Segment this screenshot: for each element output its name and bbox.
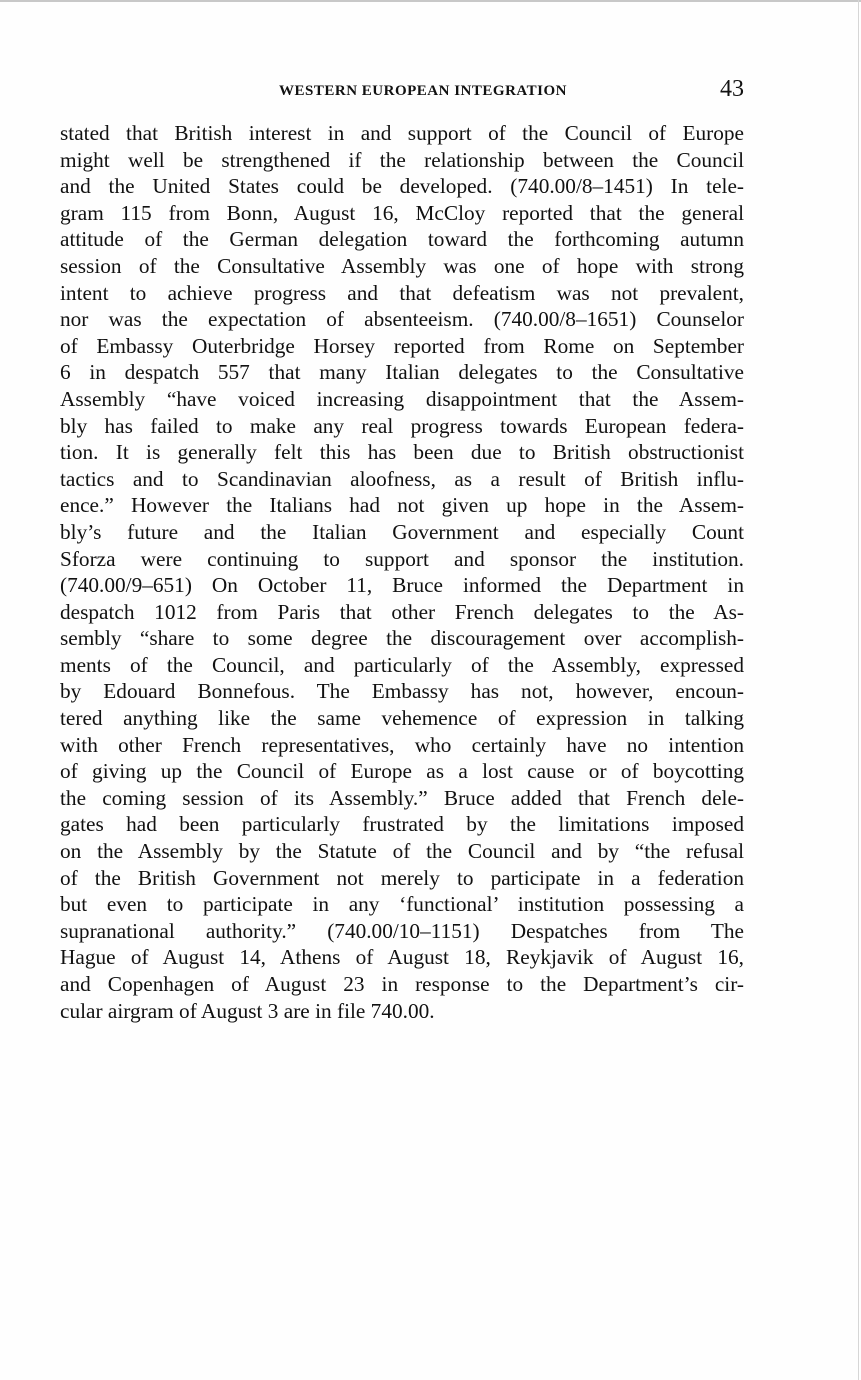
text-line: might well be strengthened if the relationship between the Council xyxy=(60,147,744,172)
running-head-title: WESTERN EUROPEAN INTEGRATION xyxy=(279,83,567,99)
text-line: the coming session of its Assembly.” Bruce added that French dele- xyxy=(60,785,744,810)
text-line: of giving up the Council of Europe as a lost cause or of boycotting xyxy=(60,759,744,784)
text-line: sembly “share to some degree the discouragement over accomplish- xyxy=(60,626,744,651)
text-line: tered anything like the same vehemence of expression in talking xyxy=(60,706,744,731)
text-line: session of the Consultative Assembly was one of hope with strong xyxy=(60,253,744,278)
text-line: 6 in despatch 557 that many Italian delegates to the Consultative xyxy=(60,360,744,385)
text-line: Assembly “have voiced increasing disappointment that the Assem- xyxy=(60,386,744,411)
text-line: bly has failed to make any real progress towards European federa- xyxy=(60,413,744,438)
text-line: bly’s future and the Italian Government and especially Count xyxy=(60,519,744,544)
text-line: with other French representatives, who certainly have no intention xyxy=(60,732,744,757)
text-line: of Embassy Outerbridge Horsey reported from Rome on September xyxy=(60,333,744,358)
text-line: by Edouard Bonnefous. The Embassy has not, however, encoun- xyxy=(60,679,744,704)
text-line: of the British Government not merely to participate in a federation xyxy=(60,865,744,890)
text-line: but even to participate in any ‘functional’ institution possessing a xyxy=(60,892,744,917)
text-line: attitude of the German delegation toward the forthcoming autumn xyxy=(60,227,744,252)
text-line: tion. It is generally felt this has been due to British obstructionist xyxy=(60,440,744,465)
body-paragraph xyxy=(60,120,744,1024)
text-line: despatch 1012 from Paris that other French delegates to the As- xyxy=(60,599,744,624)
text-line: gates had been particularly frustrated by the limitations imposed xyxy=(60,812,744,837)
text-line: supranational authority.” (740.00/10–1151) Despatches from The xyxy=(60,918,744,943)
text-line: ence.” However the Italians had not given up hope in the Assem- xyxy=(60,493,744,518)
page-right-edge xyxy=(858,0,859,1380)
running-head xyxy=(60,76,744,104)
text-line: Sforza were continuing to support and sponsor the institution. xyxy=(60,546,744,571)
text-line: stated that British interest in and support of the Council of Europe xyxy=(60,121,744,145)
text-line: intent to achieve progress and that defeatism was not prevalent, xyxy=(60,280,744,305)
text-line: cular airgram of August 3 are in file 740.00. xyxy=(60,998,435,1023)
page-number: 43 xyxy=(720,76,744,102)
text-line: gram 115 from Bonn, August 16, McCloy reported that the general xyxy=(60,200,744,225)
text-line: Hague of August 14, Athens of August 18, Reykjavik of August 16, xyxy=(60,945,744,970)
text-line: nor was the expectation of absenteeism. (740.00/8–1651) Counselor xyxy=(60,307,744,332)
text-line: tactics and to Scandinavian aloofness, as a result of British influ- xyxy=(60,466,744,491)
text-line: and Copenhagen of August 23 in response to the Department’s cir- xyxy=(60,972,744,996)
page-top-edge xyxy=(0,0,861,2)
text-line: ments of the Council, and particularly of the Assembly, expressed xyxy=(60,652,744,677)
text-line: and the United States could be developed. (740.00/8–1451) In tele- xyxy=(60,174,744,199)
text-line: (740.00/9–651) On October 11, Bruce informed the Department in xyxy=(60,573,744,598)
text-line: on the Assembly by the Statute of the Council and by “the refusal xyxy=(60,839,744,864)
